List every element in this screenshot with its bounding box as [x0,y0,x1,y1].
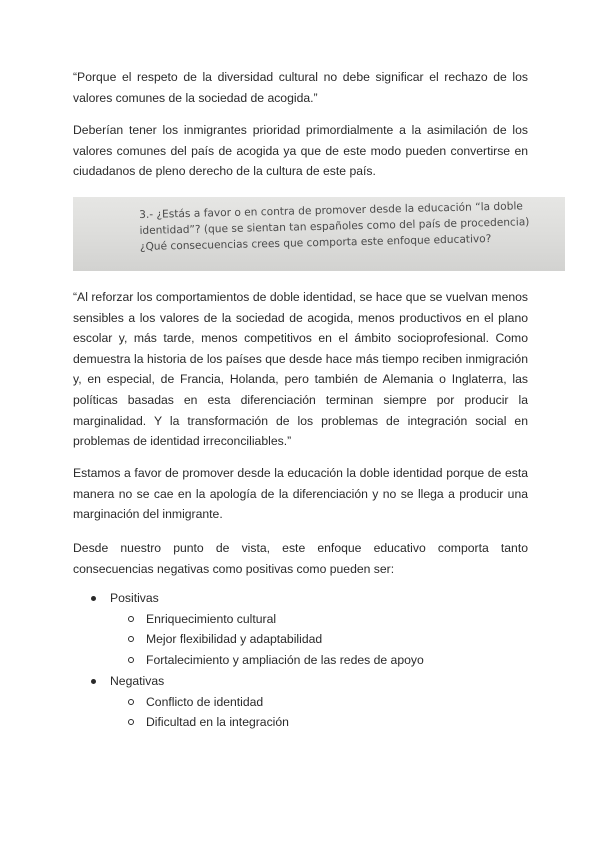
answer-paragraph-2: Estamos a favor de promover desde la educación la doble identidad porque de esta manera no se cae en la apología de la diferenciación y no se llega a producir una marginación del inmigrante. [73,466,528,522]
question-line-3: ¿Qué consecuencias crees que comporta este enfoque educativo? [139,233,492,253]
list-subitem: Dificultad en la integración [146,712,289,733]
quote-paragraph-2: “Al reforzar los comportamientos de doble identidad, se hace que se vuelvan menos sensibles a los valores de la sociedad de acogida, menos productivos en el plano escolar y, más tarde, menos competitivos en el ámbito socioprofesional. Como demuestra la historia de los países que desde hace más tiempo reciben inmigración y, en especial, de Francia, Holanda, pero también de Alemania o Inglaterra, las políticas basadas en esta diferenciación terminan siempre por producir la marginalidad. Y la transformación de los problemas de integración social en problemas de identidad irreconciliables.” [73,290,528,449]
question-photo [73,197,565,271]
list-item-negativas: Negativas [110,671,164,692]
question-line-1: 3.- ¿Estás a favor o en contra de promover desde la educación “la doble [139,200,523,221]
list-subitem: Conflicto de identidad [146,692,263,713]
list-subitem: Enriquecimiento cultural [146,609,276,630]
question-line-2: identidad”? (que se sientan tan españoles como del país de procedencia) [139,216,530,237]
list-subitem: Fortalecimiento y ampliación de las redes de apoyo [146,650,424,671]
quote-paragraph-1: “Porque el respeto de la diversidad cultural no debe significar el rechazo de los valores comunes de la sociedad de acogida.” [73,70,528,105]
answer-paragraph-3: Desde nuestro punto de vista, este enfoque educativo comporta tanto consecuencias negativas como positivas como pueden ser: [73,541,528,576]
list-subitem: Mejor flexibilidad y adaptabilidad [146,629,322,650]
list-item-positivas: Positivas [110,588,159,609]
question-text [139,197,560,255]
answer-paragraph-1: Deberían tener los inmigrantes prioridad primordialmente a la asimilación de los valores comunes del país de acogida ya que de este modo pueden convertirse en ciudadanos de pleno derecho de la cultura de este país. [73,123,528,179]
